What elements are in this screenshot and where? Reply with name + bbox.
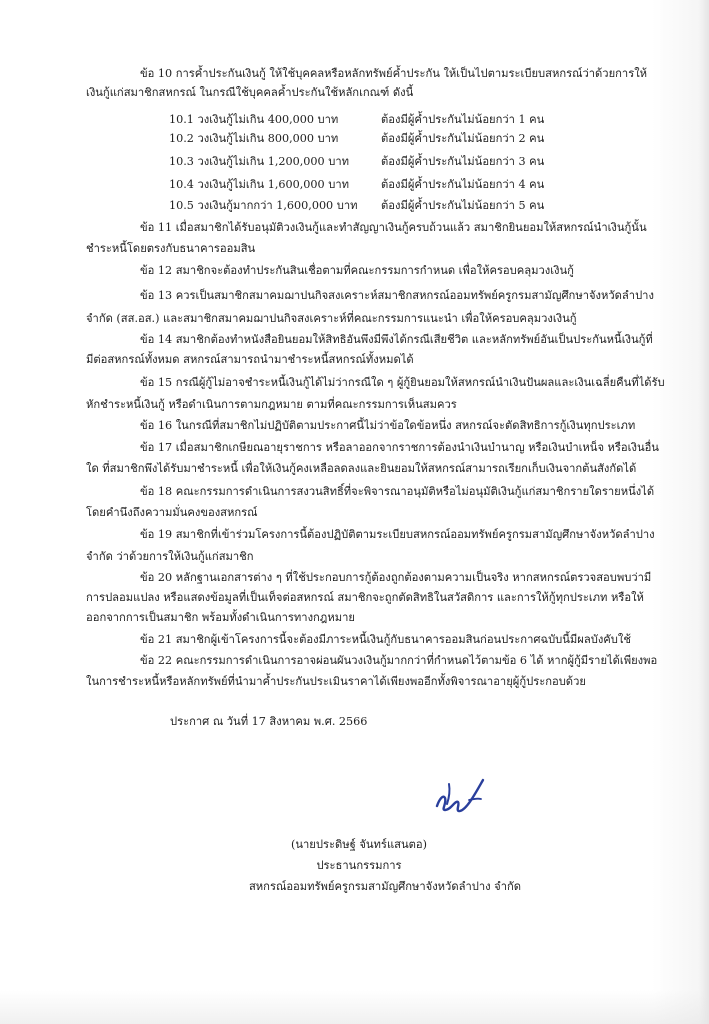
clause-10-item-guarantors: ต้องมีผู้ค้ำประกันไม่น้อยกว่า 3 คน (381, 155, 545, 168)
page-bottom-shadow (0, 990, 709, 1024)
clause-20-line-1: ข้อ 20 หลักฐานเอกสารต่าง ๆ ที่ใช้ประกอบการกู้ต้องถูกต้องตามความเป็นจริง หากสหกรณ์ตรวจสอบพบว่ามี (140, 571, 652, 584)
page-edge-shadow (699, 0, 709, 1024)
clause-14-line-1: ข้อ 14 สมาชิกต้องทำหนังสือยินยอมให้สิทธิอันพึงมีพึงได้กรณีเสียชีวิต และหลักทรัพย์อันเป็นประกันหนี้เงินกู้ที่ (140, 333, 653, 346)
signature-image (425, 770, 495, 825)
signatory-title: ประธานกรรมการ (316, 859, 402, 873)
clause-10-item-guarantors: ต้องมีผู้ค้ำประกันไม่น้อยกว่า 2 คน (381, 132, 545, 145)
clause-10-line-2: เงินกู้แก่สมาชิกสหกรณ์ ในกรณีใช้บุคคลค้ำประกันใช้หลักเกณฑ์ ดังนี้ (86, 86, 414, 99)
clause-11-line-2: ชำระหนี้โดยตรงกับธนาคารออมสิน (86, 242, 256, 255)
clause-10-line-1: ข้อ 10 การค้ำประกันเงินกู้ ให้ใช้บุคคลหรือหลักทรัพย์ค้ำประกัน ให้เป็นไปตามระเบียบสหกรณ์ว่าด้วยการให้ (140, 67, 648, 80)
signatory-organization: สหกรณ์ออมทรัพย์ครูกรมสามัญศึกษาจังหวัดลำปาง จำกัด (248, 880, 522, 894)
clause-22-line-2: ในการชำระหนี้หรือหลักทรัพย์ที่นำมาค้ำประกันประเมินราคาได้เพียงพออีกทั้งพิจารณาอายุผู้กู้ประกอบด้วย (86, 675, 586, 688)
clause-14-line-2: มีต่อสหกรณ์ทั้งหมด สหกรณ์สามารถนำมาชำระหนี้สหกรณ์ทั้งหมดได้ (86, 353, 414, 366)
announcement-date: ประกาศ ณ วันที่ 17 สิงหาคม พ.ศ. 2566 (170, 715, 368, 728)
clause-10-item-amount: 10.2 วงเงินกู้ไม่เกิน 800,000 บาท (169, 132, 339, 145)
clause-22-line-1: ข้อ 22 คณะกรรมการดำเนินการอาจผ่อนผันวงเงินกู้มากกว่าที่กำหนดไว้ตามข้อ 6 ได้ หากผู้กู้มีรายได้เพียงพอ (140, 654, 658, 667)
clause-11-line-1: ข้อ 11 เมื่อสมาชิกได้รับอนุมัติวงเงินกู้และทำสัญญาเงินกู้ครบถ้วนแล้ว สมาชิกยินยอมให้สหกรณ์นำเงินกู้นั้น (140, 221, 647, 234)
clause-19-line-2: จำกัด ว่าด้วยการให้เงินกู้แก่สมาชิก (86, 550, 254, 563)
clause-18-line-2: โดยคำนึงถึงความมั่นคงของสหกรณ์ (86, 506, 258, 519)
clause-13-line-1: ข้อ 13 ควรเป็นสมาชิกสมาคมฌาปนกิจสงเคราะห์สมาชิกสหกรณ์ออมทรัพย์ครูกรมสามัญศึกษาจังหวัดลำปาง (140, 289, 654, 302)
clause-17-line-2: ใด ที่สมาชิกพึงได้รับมาชำระหนี้ เพื่อให้เงินกู้คงเหลือลดลงและยินยอมให้สหกรณ์สามารถเรียกเก็บเงินจากต้นสังกัดได้ (86, 462, 637, 475)
clause-10-item-amount: 10.5 วงเงินกู้มากกว่า 1,600,000 บาท (169, 199, 358, 212)
clause-15-line-1: ข้อ 15 กรณีผู้กู้ไม่อาจชำระหนี้เงินกู้ได้ไม่ว่ากรณีใด ๆ ผู้กู้ยินยอมให้สหกรณ์นำเงินปันผลและเงินเฉลี่ยคืนที่ได้รับ (140, 376, 665, 389)
clause-20-line-2: การปลอมแปลง หรือแสดงข้อมูลที่เป็นเท็จต่อสหกรณ์ สมาชิกจะถูกตัดสิทธิในสวัสดิการ และการให้กู้ทุกประเภท หรือให้ (86, 591, 644, 604)
clause-10-item-amount: 10.4 วงเงินกู้ไม่เกิน 1,600,000 บาท (169, 178, 349, 191)
clause-16-line-1: ข้อ 16 ในกรณีที่สมาชิกไม่ปฏิบัติตามประกาศนี้ไม่ว่าข้อใดข้อหนึ่ง สหกรณ์จะตัดสิทธิการกู้เงินทุกประเภท (140, 419, 636, 432)
clause-21-line-1: ข้อ 21 สมาชิกผู้เข้าโครงการนี้จะต้องมีภาระหนี้เงินกู้กับธนาคารออมสินก่อนประกาศฉบับนี้มีผลบังคับใช้ (140, 633, 631, 646)
clause-10-item-amount: 10.1 วงเงินกู้ไม่เกิน 400,000 บาท (169, 113, 339, 126)
clause-10-item-amount: 10.3 วงเงินกู้ไม่เกิน 1,200,000 บาท (169, 155, 349, 168)
clause-13-line-2: จำกัด (สส.อส.) และสมาชิกสมาคมฌาปนกิจสงเคราะห์ที่คณะกรรมการแนะนำ เพื่อให้ครอบคลุมวงเงินกู้ (86, 312, 577, 325)
clause-17-line-1: ข้อ 17 เมื่อสมาชิกเกษียณอายุราชการ หรือลาออกจากราชการต้องนำเงินบำนาญ หรือเงินบำเหน็จ หรือเงินอื่น (140, 441, 659, 454)
clause-19-line-1: ข้อ 19 สมาชิกที่เข้าร่วมโครงการนี้ต้องปฏิบัติตามระเบียบสหกรณ์ออมทรัพย์ครูกรมสามัญศึกษาจังหวัดลำปาง (140, 528, 655, 541)
clause-12-line-1: ข้อ 12 สมาชิกจะต้องทำประกันสินเชื่อตามที่คณะกรรมการกำหนด เพื่อให้ครอบคลุมวงเงินกู้ (140, 264, 574, 277)
clause-10-item-guarantors: ต้องมีผู้ค้ำประกันไม่น้อยกว่า 5 คน (381, 199, 545, 212)
clause-10-item-guarantors: ต้องมีผู้ค้ำประกันไม่น้อยกว่า 4 คน (381, 178, 545, 191)
clause-10-item-guarantors: ต้องมีผู้ค้ำประกันไม่น้อยกว่า 1 คน (381, 113, 545, 126)
clause-18-line-1: ข้อ 18 คณะกรรมการดำเนินการสงวนสิทธิ์ที่จะพิจารณาอนุมัติหรือไม่อนุมัติเงินกู้แก่สมาชิกรายใดรายหนึ่งได้ (140, 485, 655, 498)
clause-15-line-2: หักชำระหนี้เงินกู้ หรือดำเนินการตามกฎหมาย ตามที่คณะกรรมการเห็นสมควร (86, 398, 457, 411)
clause-20-line-3: ออกจากการเป็นสมาชิก พร้อมทั้งดำเนินการทางกฎหมาย (86, 611, 355, 624)
signatory-name: (นายประดิษฐ์ จันทร์แสนตอ) (291, 838, 427, 852)
